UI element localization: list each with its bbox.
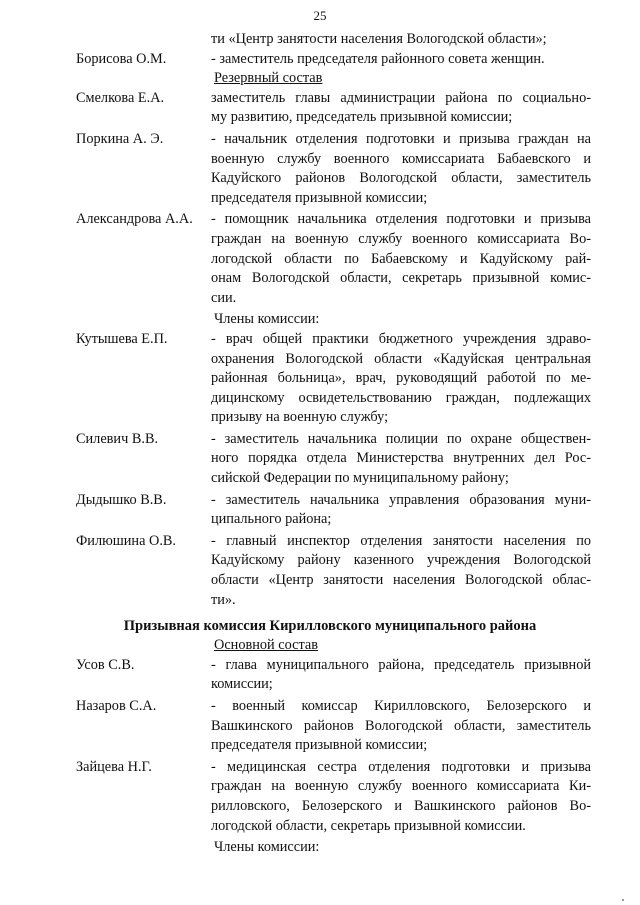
entry-row (0, 758, 640, 836)
description-line: рилловского, Белозерского и Вашкинского районов Во- (211, 797, 591, 814)
position-description (211, 656, 591, 695)
description-line: военную службу военного комиссариата Бабаевского и (211, 150, 591, 167)
position-description (211, 130, 591, 208)
description-line: сийской Федерации по муниципальному району; (211, 470, 509, 487)
person-name: Смелкова Е.А. (76, 89, 165, 106)
person-name: Силевич В.В. (76, 430, 159, 447)
description-line: граждан на военную службу военного комиссариата Ки- (211, 778, 591, 795)
person-name: Усов С.В. (76, 656, 135, 673)
description-line: - медицинская сестра отделения подготовки и призыва (211, 758, 591, 775)
description-line: онам Вологодской области, секретарь призывной комис- (211, 270, 591, 287)
description-line: му развитию, председатель призывной комиссии; (211, 109, 513, 126)
description-line: заместитель главы администрации района по социально- (211, 89, 591, 106)
description-line: - помощник начальника отделения подготовки и призыва (211, 211, 591, 228)
description-line: Кадуйского районов Вологодской области, заместитель (211, 170, 591, 187)
position-description (211, 532, 591, 610)
entry-row (0, 491, 640, 530)
description-line: дицинскому освидетельствованию граждан, подлежащих (211, 389, 591, 406)
person-name: Поркина А. Э. (76, 130, 164, 147)
description-line: - заместитель председателя районного совета женщин. (211, 50, 545, 67)
description-line: призыву на военную службу; (211, 409, 389, 426)
description-line: логодской области, секретарь призывной комиссии. (211, 817, 526, 834)
person-name: Назаров С.А. (76, 698, 157, 714)
entry-row (0, 330, 640, 428)
position-description (211, 697, 591, 756)
description-line: - заместитель начальника управления образования муни- (211, 491, 591, 508)
position-description (211, 89, 591, 128)
position-description (211, 758, 591, 836)
person-name: Кутышева Е.П. (76, 330, 168, 347)
description-line: сии. (211, 289, 237, 306)
description-line: - заместитель начальника полиции по охране обществен- (211, 430, 591, 447)
description-line: логодской области по Бабаевскому и Кадуйскому рай- (211, 250, 591, 267)
main-section-label: Основной состав (214, 637, 318, 654)
description-line: граждан на военную службу военного комиссариата Во- (211, 230, 591, 247)
person-name: Александрова А.А. (76, 211, 193, 228)
description-line: - начальник отделения подготовки и призыва граждан на (211, 130, 591, 147)
description-line: районная больница», врач, руководящий работой по ме- (211, 370, 591, 387)
commission-title: Призывная комиссия Кирилловского муниципального района (123, 618, 537, 635)
document-body (0, 30, 640, 858)
entry-row (0, 532, 640, 610)
position-description (211, 430, 591, 489)
position-description (211, 210, 591, 308)
description-line: ного порядка отдела Министерства внутренних дел Рос- (211, 450, 591, 467)
description-line: Кадуйскому району казенного учреждения Вологодской (211, 552, 591, 569)
entry-row (0, 210, 640, 308)
person-name: Дыдышко В.В. (76, 491, 167, 508)
description-line: председателя призывной комиссии; (211, 189, 428, 206)
continuation-row (0, 30, 640, 50)
description-line: комиссии; (211, 676, 273, 693)
members-label: Члены комиссии: (214, 311, 320, 328)
page-number: 25 (313, 8, 327, 23)
position-description (211, 491, 591, 530)
entry-row (0, 656, 640, 695)
person-name: Борисова О.М. (76, 50, 167, 67)
description-line: - главный инспектор отделения занятости населения по (211, 532, 591, 549)
entry-row (0, 697, 640, 756)
continuation-text: ти «Центр занятости населения Вологодской области»; (211, 31, 547, 47)
scan-artifact (622, 899, 624, 901)
members-label-2: Члены комиссии: (214, 839, 320, 856)
description-line: области «Центр занятости населения Вологодской облас- (211, 572, 591, 589)
position-description (211, 330, 591, 428)
entry-row (0, 89, 640, 128)
entry-row (0, 130, 640, 208)
entry-row (0, 430, 640, 489)
reserve-section-label: Резервный состав (214, 70, 323, 87)
position-description (211, 50, 591, 70)
description-line: охранения Вологодской области «Кадуйская центральная (211, 350, 591, 367)
entry-row (0, 50, 640, 70)
description-line: председателя призывной комиссии; (211, 737, 428, 754)
description-line: ти». (211, 591, 236, 608)
person-name: Филюшина О.В. (76, 532, 177, 549)
description-line: ципального района; (211, 511, 332, 528)
person-name: Зайцева Н.Г. (76, 758, 152, 775)
description-line: - военный комиссар Кирилловского, Белозерского и (211, 698, 591, 714)
description-line: - глава муниципального района, председатель призывной (211, 656, 591, 673)
description-line: - врач общей практики бюджетного учреждения здраво- (211, 330, 591, 347)
description-line: Вашкинского районов Вологодской области, заместитель (211, 717, 591, 734)
